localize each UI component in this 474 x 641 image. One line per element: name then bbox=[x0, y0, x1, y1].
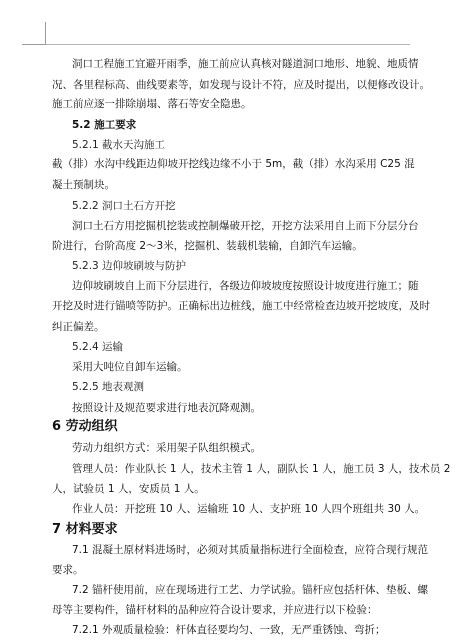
crop-mark-horizontal bbox=[22, 44, 46, 45]
paragraph-line: 7.2.1 外观质量检验：杆体直径要均匀、一致，无严重锈蚀、弯折； bbox=[72, 624, 386, 636]
crop-mark-vertical bbox=[45, 22, 46, 45]
subsubsection-heading: 5.2.5 地表观测 bbox=[72, 380, 145, 393]
subsection-heading: 5.2 施工要求 bbox=[72, 119, 137, 131]
paragraph-line: 采用大吨位自卸车运输。 bbox=[72, 361, 188, 374]
paragraph-line: 截（排）水沟中线距边仰坡开挖线边缘不小于 5m，截（排）水沟采用 C25 混 bbox=[52, 158, 415, 171]
paragraph-line: 按照设计及规范要求进行地表沉降观测。 bbox=[72, 401, 261, 414]
paragraph-line: 阶进行，台阶高度 2～3米，挖掘机、装载机装输，自卸汽车运输。 bbox=[52, 240, 363, 253]
subsubsection-heading: 5.2.4 运输 bbox=[72, 341, 124, 354]
paragraph-line: 洞口工程施工宜避开雨季，施工前应认真核对隧道洞口地形、地貌、地质情 bbox=[72, 58, 419, 70]
section-heading: 7 材料要求 bbox=[52, 521, 118, 537]
paragraph-line: 要求。 bbox=[52, 563, 84, 576]
paragraph-line: 7.2 锚杆使用前，应在现场进行工艺、力学试验。锚杆应包括杆体、垫板、螺 bbox=[72, 583, 429, 596]
paragraph-line: 劳动力组织方式：采用架子队组织模式。 bbox=[72, 441, 261, 454]
paragraph-line: 纠正偏差。 bbox=[52, 320, 105, 333]
paragraph-line: 况、各里程标高、曲线要素等，如发现与设计不符，应及时提出，以便修改设计。 bbox=[52, 78, 430, 91]
paragraph-line: 管理人员：作业队长 1 人，技术主管 1 人，副队长 1 人，施工员 3 人，技术员 2 bbox=[72, 462, 451, 475]
paragraph-line: 作业人员：开挖班 10 人、运输班 10 人、支护班 10 人四个班组共 30 人。 bbox=[72, 502, 426, 515]
paragraph-line: 人，试验员 1 人，安质员 1 人。 bbox=[52, 483, 205, 496]
paragraph-line: 凝土预制块。 bbox=[52, 179, 115, 192]
subsubsection-heading: 5.2.1 截水天沟施工 bbox=[72, 138, 166, 151]
paragraph-line: 边仰坡刷坡自上而下分层进行，各级边仰坡坡度按照设计坡度进行施工；随 bbox=[72, 280, 419, 293]
paragraph-line: 施工前应逐一排除崩塌、落石等安全隐患。 bbox=[52, 98, 252, 111]
subsubsection-heading: 5.2.2 洞口土石方开挖 bbox=[72, 199, 176, 212]
paragraph-line: 7.1 混凝土原材料进场时，必须对其质量指标进行全面检查，应符合现行规范 bbox=[72, 544, 429, 557]
section-heading: 6 劳动组织 bbox=[52, 419, 118, 435]
header-rule bbox=[46, 44, 410, 45]
paragraph-line: 母等主要构件，锚杆材料的品种应符合设计要求，并应进行以下检验： bbox=[52, 604, 378, 617]
subsubsection-heading: 5.2.3 边仰坡刷坡与防护 bbox=[72, 259, 187, 272]
paragraph-line: 洞口土石方用挖掘机挖装或控制爆破开挖，开挖方法采用自上而下分层分台 bbox=[72, 220, 419, 233]
paragraph-line: 开挖及时进行锚喷等防护。正确标出边桩线，施工中经常检查边坡开挖坡度，及时 bbox=[52, 300, 430, 313]
